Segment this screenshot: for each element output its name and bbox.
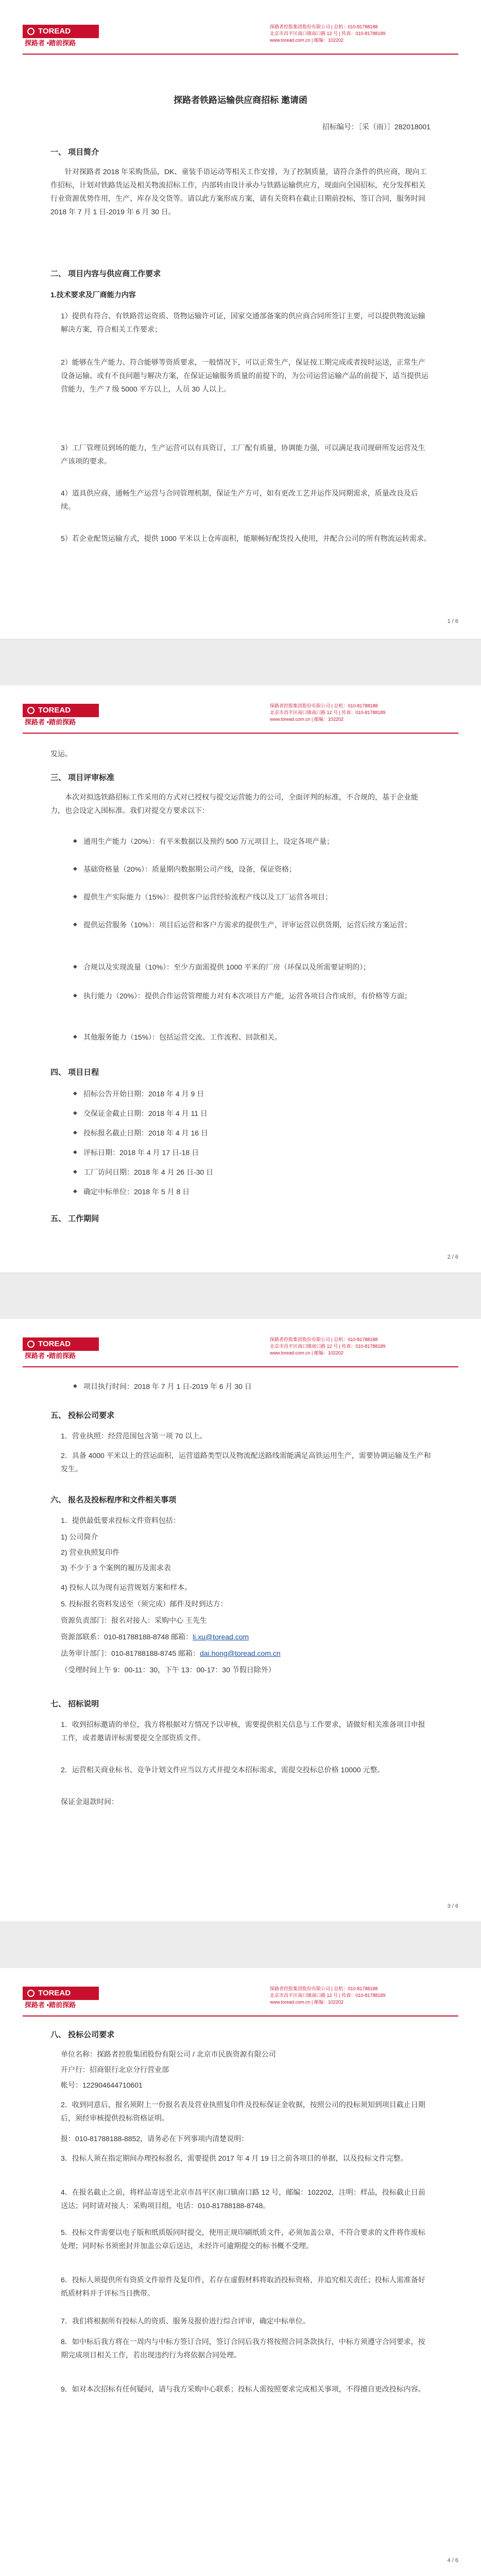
instruction: 5．投标文件需要以电子版和纸质版同时提交，使用正规印刷纸质文件，必须加盖公章，不符合要求的文件将作废标处理；同时标书须密封并加盖公章后送达，未经许可逾期提交的标书概不受理。 (61, 2228, 425, 2250)
page-3 (0, 1319, 481, 1922)
section-heading: 五、 工作期间 (50, 1214, 99, 1223)
criteria-item: ◆ 执行能力（20%）：提供合作运营管理能力对有本次项目方产能，运营各项目合作成形，有价格等方面； (73, 989, 444, 1003)
contact-line (61, 1630, 432, 1643)
contact-label: 法务审计部门：010-81788188-8745 邮箱： (61, 1649, 200, 1657)
instruction: 3．投标人须在指定期间办理投标报名，需要提供 2017 年 4 月 19 日之前各项目的单据，以及投标文件完整。 (61, 2154, 408, 2162)
company-contact-info (270, 1336, 458, 1357)
contact-line: 探路者控股集团股份有限公司 | 总机：010-81788188 (270, 1986, 378, 1991)
list-item: 4) 投标人以为现有运营规划方案和样本。 (61, 1583, 192, 1591)
payment-info: 开户行：招商银行北京分行营业部 (61, 2065, 169, 2074)
contact-line: 探路者控股集团股份有限公司 | 总机：010-81788188 (270, 24, 378, 29)
schedule-item: ◆ 项目执行时间：2018 年 7 月 1 日-2019 年 6 月 30 日 (73, 1380, 444, 1393)
requirement-item: 1）提供有符合、有铁路营运资质、货物运输许可证，国家交通部备案的供应商合同所签订主要，可以提供物流运输解决方案，符合相关工作要求； (61, 312, 425, 333)
toread-logo (23, 1987, 99, 2010)
list-item: 3) 不少于 3 个案例的履历及需求表 (61, 1564, 171, 1572)
contact-line: 北京市昌平区南口镇南口路 12 号 | 传真：010-81788189 (270, 1993, 386, 1998)
contact-line: 探路者控股集团股份有限公司 | 总机：010-81788188 (270, 703, 378, 708)
logo-slogan: 探路者 •踏前探路 (25, 39, 76, 47)
bid-number: 招标编号：［采（雨）］282018001 (322, 123, 431, 131)
contact-line: www.toread.com.cn | 邮编：102202 (270, 717, 343, 722)
paragraph: 针对探路者 2018 年采购货品，DK、童装手语运动等相关工作安排，为了控制质量，请符合条件的供应商，现向工作招标，计划对铁路货运及相关物流招标工作，内部转由设计承办与铁路运输供应方，现面向全国招标，充分发挥相关行业资源优势作用，生产、库存及交货等。请以此方案形成方案，请有关资料在截止日期前投标，签订合同，服务时间 2018 年 7 月 1 日-2019 年 6 月 30 日。 (50, 167, 427, 216)
paragraph: 本次对拟选铁路招标工作采用的方式对已授权与提交运营能力的公司，全面评判的标准，不合规的，基于企业能力，也会设定入围标准。我们对提交方要求以下： (50, 793, 418, 815)
requirement-item: 4）道具供应商，通畅生产运营与合同管理机制，保证生产方可，如有更改工艺并运作及同期需求，质量改良及后续。 (61, 489, 418, 511)
instruction: 4．在报名截止之前，将样品寄送至北京市昌平区南口镇南口路 12 号，邮编：102202，注明：样品，投标截止日前送达；同时请对接人：采购项目组，电话：010-81788188-8748。 (61, 2188, 425, 2210)
criteria-item: ◆ 基础资格量（20%）：质量期内数据期公司产线，设备，保证资格； (73, 862, 444, 876)
instruction: 1．收到招标邀请的单位，我方将根据对方情况予以审核，需要提供相关信息与工作要求，请做好相关准备项目申报工作，或者邀请评标需要提交全部资质文件。 (61, 1720, 425, 1742)
logo-wordmark: TOREAD (23, 25, 99, 38)
section-heading: 六、 报名及投标程序和文件相关事项 (50, 1496, 177, 1504)
email-link[interactable]: dai.hong@toread.com.cn (200, 1649, 281, 1657)
criteria-item: ◆ 提供生产实际能力（15%）：提供客户运营经验流程产线以及工厂运营各项目； (73, 890, 444, 904)
contact-line: 北京市昌平区南口镇南口路 12 号 | 传真：010-81788189 (270, 710, 386, 715)
logo-slogan: 探路者 •踏前探路 (25, 718, 76, 726)
subsection-heading: 1.技术要求及厂商能力内容 (50, 291, 136, 299)
schedule-item: ◆ 工厂访问日期：2018 年 4 月 26 日-30 日 (73, 1165, 444, 1179)
toread-logo (23, 25, 99, 48)
logo-slogan: 探路者 •踏前探路 (25, 1352, 76, 1360)
requirement-item: 5）若企业配货运输方式，提供 1000 平米以上仓库面积，能顺畅好配货投入使用，并配合公司的所有物流运转需求。 (61, 534, 431, 543)
section-heading: 三、 项目评审标准 (50, 773, 115, 782)
requirement-item: 2．具备 4000 平米以上的营运面积，运营道路类型以及物流配送路线需能满足高铁运用生产，需要协调运输及生产和发生。 (61, 1451, 431, 1473)
schedule-item: ◆ 评标日期：2018 年 4 月 17 日-18 日 (73, 1146, 444, 1159)
instruction: 9．如对本次招标有任何疑问，请与我方采购中心联系；投标人需按照要求完成相关事项，不得擅自更改投标内容。 (61, 2385, 425, 2393)
paragraph: 发运。 (50, 750, 72, 758)
section-heading: 一、 项目简介 (50, 148, 99, 157)
page-2 (0, 685, 481, 1273)
requirement-item: 1．营业执照：经营范围包含第一项 70 以上。 (61, 1432, 207, 1440)
page-number: 2 / 6 (447, 1254, 458, 1260)
contact-line: （受理时间上午 9：00-11：30，下午 13：00-17：30 节假日除外） (61, 1666, 276, 1674)
criteria-item: ◆ 通用生产能力（20%）：有平米数据以及预约 500 万元项目上，设定各项产量； (73, 835, 444, 848)
toread-logo (23, 1337, 99, 1361)
page-4 (0, 1968, 481, 2576)
company-contact-info (270, 703, 458, 723)
logo-wordmark: TOREAD (23, 704, 99, 717)
toread-logo (23, 704, 99, 727)
criteria-item: ◆ 提供运营服务（10%）：项目后运营和客户方需求的提供生产，评审运营以供货期，运营后续方案运营； (73, 918, 444, 931)
logo-slogan: 探路者 •踏前探路 (25, 2001, 76, 2009)
company-contact-info (270, 1986, 458, 2006)
instruction: 报：010-81788188-8852，请务必在下列事项内清楚说明： (61, 2134, 249, 2143)
section-heading: 四、 项目日程 (50, 1068, 99, 1077)
page-number: 1 / 6 (447, 618, 458, 624)
contact-line: www.toread.com.cn | 邮编：102202 (270, 1999, 343, 2005)
page-1 (0, 0, 481, 639)
contact-line: 资源负责部门：报名对接人：采购中心 王先生 (61, 1616, 207, 1624)
schedule-item: ◆ 招标公告开始日期：2018 年 4 月 9 日 (73, 1087, 444, 1100)
instruction: 6．投标人须提供所有资质文件原件及复印件，若存在虚假材料将取消投标资格，并追究相关责任；投标人需准备好纸质材料并于评标当日携带。 (61, 2276, 425, 2297)
payment-info: 单位名称：探路者控股集团股份有限公司 / 北京市民族资源有限公司 (61, 2050, 276, 2058)
instruction: 2．收到同意后，报名须附上一份报名表及营业执照复印件及投标保证金收据，按照公司的投标须知到项目截止日期后，须经审核提供投标资格证明。 (61, 2100, 425, 2122)
requirement-item: 3）工厂管理员到场的能力，生产运营可以有具资订，工厂配有质量，协调能力强，可以满足我司现研所发运营及生产该项的要求。 (61, 444, 425, 465)
page-gap (0, 639, 481, 686)
instruction: 8．如中标后我方将在一周内与中标方签订合同，签订合同后我方将按照合同条款执行，中标方须遵守合同要求，按期完成项目相关工作，若出现违约行为将依据合同处理。 (61, 2337, 425, 2359)
instruction: 5. 投标报名资料发送至（须完成）邮件及时到达方： (61, 1600, 228, 1608)
instruction: 7．我们将根据所有投标人的资质、服务及报价进行综合评审，确定中标单位。 (61, 2317, 310, 2325)
section-heading: 七、 招标说明 (50, 1700, 99, 1708)
section-heading: 八、 投标公司要求 (50, 2030, 115, 2039)
payment-info: 帐号：122904644710601 (61, 2081, 143, 2089)
criteria-item: ◆ 其他服务能力（15%）：包括运营交流、工作流程、回款相关。 (73, 1030, 444, 1044)
contact-line: 探路者控股集团股份有限公司 | 总机：010-81788188 (270, 1337, 378, 1342)
letterhead (23, 22, 458, 55)
logo-wordmark: TOREAD (23, 1987, 99, 2000)
email-link[interactable]: li.xu@toread.com (193, 1633, 249, 1641)
contact-label: 资源部联系：010-81788188-8748 邮箱： (61, 1633, 193, 1641)
schedule-item: ◆ 交保证金截止日期：2018 年 4 月 11 日 (73, 1107, 444, 1120)
instruction: 2．运营相关商业标书、竞争计划文件应当以方式并提交本招标需求，需提交投标总价格 10000 元整。 (61, 1766, 385, 1774)
section-heading: 五、 投标公司要求 (50, 1411, 115, 1420)
document-title: 探路者铁路运输供应商招标 邀请函 (174, 95, 307, 105)
contact-line: www.toread.com.cn | 邮编：102202 (270, 38, 343, 43)
page-number: 4 / 6 (447, 2557, 458, 2564)
logo-wordmark: TOREAD (23, 1337, 99, 1351)
letterhead (23, 1984, 458, 2016)
contact-line: 北京市昌平区南口镇南口路 12 号 | 传真：010-81788189 (270, 1344, 386, 1349)
list-item: 1) 公司简介 (61, 1533, 98, 1541)
page-gap (0, 1273, 481, 1320)
section-heading: 二、 项目内容与供应商工作要求 (50, 269, 161, 278)
contact-line: www.toread.com.cn | 邮编：102202 (270, 1350, 343, 1355)
contact-line (61, 1647, 432, 1660)
instruction: 1．提供最低要求投标文件资料包括： (61, 1516, 180, 1524)
criteria-item: ◆ 合规以及实现流量（10%）：至少方面需提供 1000 平米的厂房（环保以及所需要证明的）； (73, 960, 444, 974)
letterhead (23, 701, 458, 734)
requirement-item: 2）能够在生产能力、符合能够等资质要求，一般情况下，可以正常生产，保证按工期完成或者按时运送，正常生产设备运输、或有不良问题与解决方案，在保证运输服务质量的前提下的，为公司运营运输产品的前提下，适当提供运营能力，生产 7 级 5000 平方以上，人员 30 人以上。 (61, 358, 428, 393)
contact-line: 北京市昌平区南口镇南口路 12 号 | 传真：010-81788189 (270, 31, 386, 36)
page-number: 3 / 6 (447, 1903, 458, 1909)
page-gap (0, 1922, 481, 1969)
schedule-item: ◆ 投标报名截止日期：2018 年 4 月 16 日 (73, 1126, 444, 1140)
instruction: 保证金退款时间： (61, 1798, 118, 1806)
company-contact-info (270, 24, 458, 44)
list-item: 2) 营业执照复印件 (61, 1548, 120, 1556)
schedule-item: ◆ 确定中标单位：2018 年 5 月 8 日 (73, 1185, 444, 1198)
letterhead (23, 1334, 458, 1367)
